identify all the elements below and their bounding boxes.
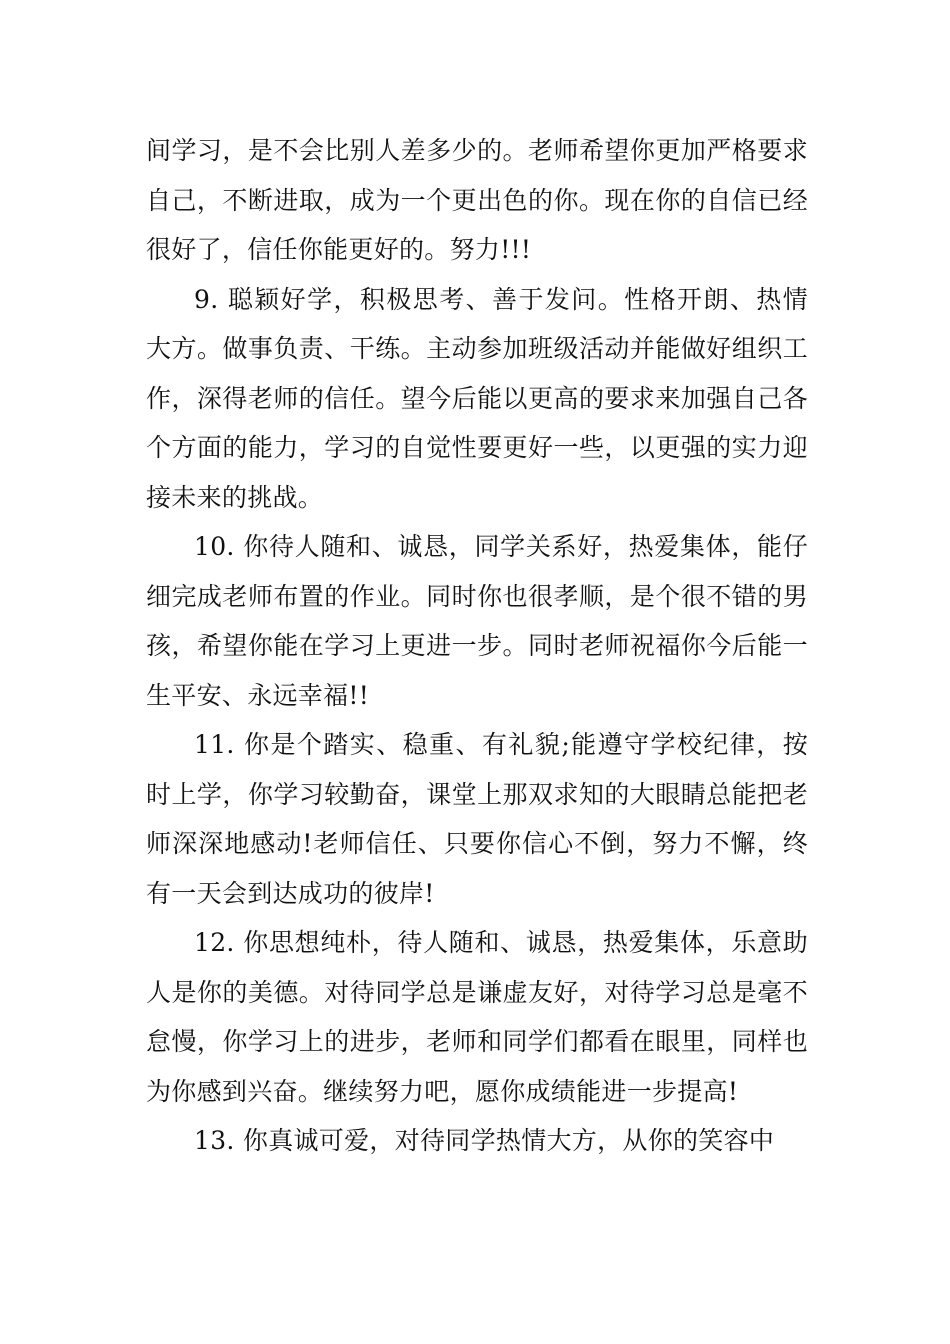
paragraph-item-10: 10. 你待人随和、诚恳，同学关系好，热爱集体，能仔细完成老师布置的作业。同时你也很孝顺，是个很不错的男孩，希望你能在学习上更进一步。同时老师祝福你今后能一生平安、永远幸福!! [146, 532, 808, 710]
paragraph-item-11: 11. 你是个踏实、稳重、有礼貌;能遵守学校纪律，按时上学，你学习较勤奋，课堂上那双求知的大眼睛总能把老师深深地感动!老师信任、只要你信心不倒，努力不懈，终有一天会到达成功的彼岸! [146, 730, 808, 908]
document-body [146, 126, 808, 1166]
paragraph-item-9: 9. 聪颖好学，积极思考、善于发问。性格开朗、热情大方。做事负责、干练。主动参加班级活动并能做好组织工作，深得老师的信任。望今后能以更高的要求来加强自己各个方面的能力，学习的自觉性要更好一些，以更强的实力迎接未来的挑战。 [146, 284, 808, 512]
paragraph-continuation: 间学习，是不会比别人差多少的。老师希望你更加严格要求自己，不断进取，成为一个更出色的你。现在你的自信已经很好了，信任你能更好的。努力!!! [146, 136, 808, 264]
paragraph-item-13: 13. 你真诚可爱，对待同学热情大方，从你的笑容中 [194, 1126, 775, 1155]
paragraph-item-12: 12. 你思想纯朴，待人随和、诚恳，热爱集体，乐意助人是你的美德。对待同学总是谦虚友好，对待学习总是毫不怠慢，你学习上的进步，老师和同学们都看在眼里，同样也为你感到兴奋。继续努力吧，愿你成绩能进一步提高! [146, 928, 808, 1106]
